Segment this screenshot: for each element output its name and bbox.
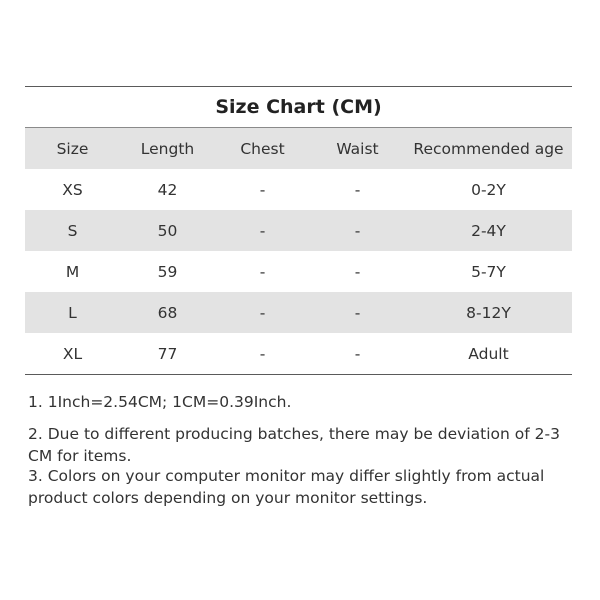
table-cell: 50 xyxy=(157,221,178,240)
note-deviation: 2. Due to different producing batches, there may be deviation of 2-3 CM for items. xyxy=(28,425,560,465)
column-header-recommended-age: Recommended age xyxy=(413,139,564,158)
table-row xyxy=(25,251,572,292)
table-cell: M xyxy=(65,262,80,281)
table-cell: 2-4Y xyxy=(471,221,506,240)
table-row xyxy=(25,210,572,251)
note-colors: 3. Colors on your computer monitor may differ slightly from actual product colors depending on your monitor settings. xyxy=(28,467,545,507)
table-cell: - xyxy=(354,221,361,240)
table-cell: 42 xyxy=(157,180,178,199)
table-cell: - xyxy=(354,303,361,322)
table-cell: - xyxy=(354,262,361,281)
table-cell: - xyxy=(259,262,266,281)
table-cell: XL xyxy=(62,344,83,363)
size-chart-table xyxy=(25,86,572,375)
table-cell: S xyxy=(67,221,78,240)
table-bottom-rule xyxy=(25,374,572,375)
table-cell: 8-12Y xyxy=(466,303,511,322)
table-cell: - xyxy=(259,344,266,363)
table-cell: 5-7Y xyxy=(471,262,506,281)
column-header-chest: Chest xyxy=(240,139,285,158)
table-row xyxy=(25,333,572,374)
column-header-size: Size xyxy=(56,139,89,158)
note-conversion: 1. 1Inch=2.54CM; 1CM=0.39Inch. xyxy=(28,393,292,411)
table-cell: - xyxy=(259,221,266,240)
column-header-waist: Waist xyxy=(336,139,379,158)
table-cell: XS xyxy=(62,180,83,199)
table-cell: 0-2Y xyxy=(471,180,506,199)
table-cell: 68 xyxy=(157,303,178,322)
column-header-length: Length xyxy=(140,139,195,158)
table-cell: - xyxy=(354,344,361,363)
table-row xyxy=(25,169,572,210)
table-cell: 59 xyxy=(157,262,178,281)
table-cell: - xyxy=(259,303,266,322)
table-cell: Adult xyxy=(468,344,509,363)
table-cell: 77 xyxy=(157,344,178,363)
table-header-row xyxy=(25,128,572,169)
table-cell: L xyxy=(68,303,77,322)
table-row xyxy=(25,292,572,333)
table-cell: - xyxy=(354,180,361,199)
page-title: Size Chart (CM) xyxy=(215,96,382,118)
table-cell: - xyxy=(259,180,266,199)
